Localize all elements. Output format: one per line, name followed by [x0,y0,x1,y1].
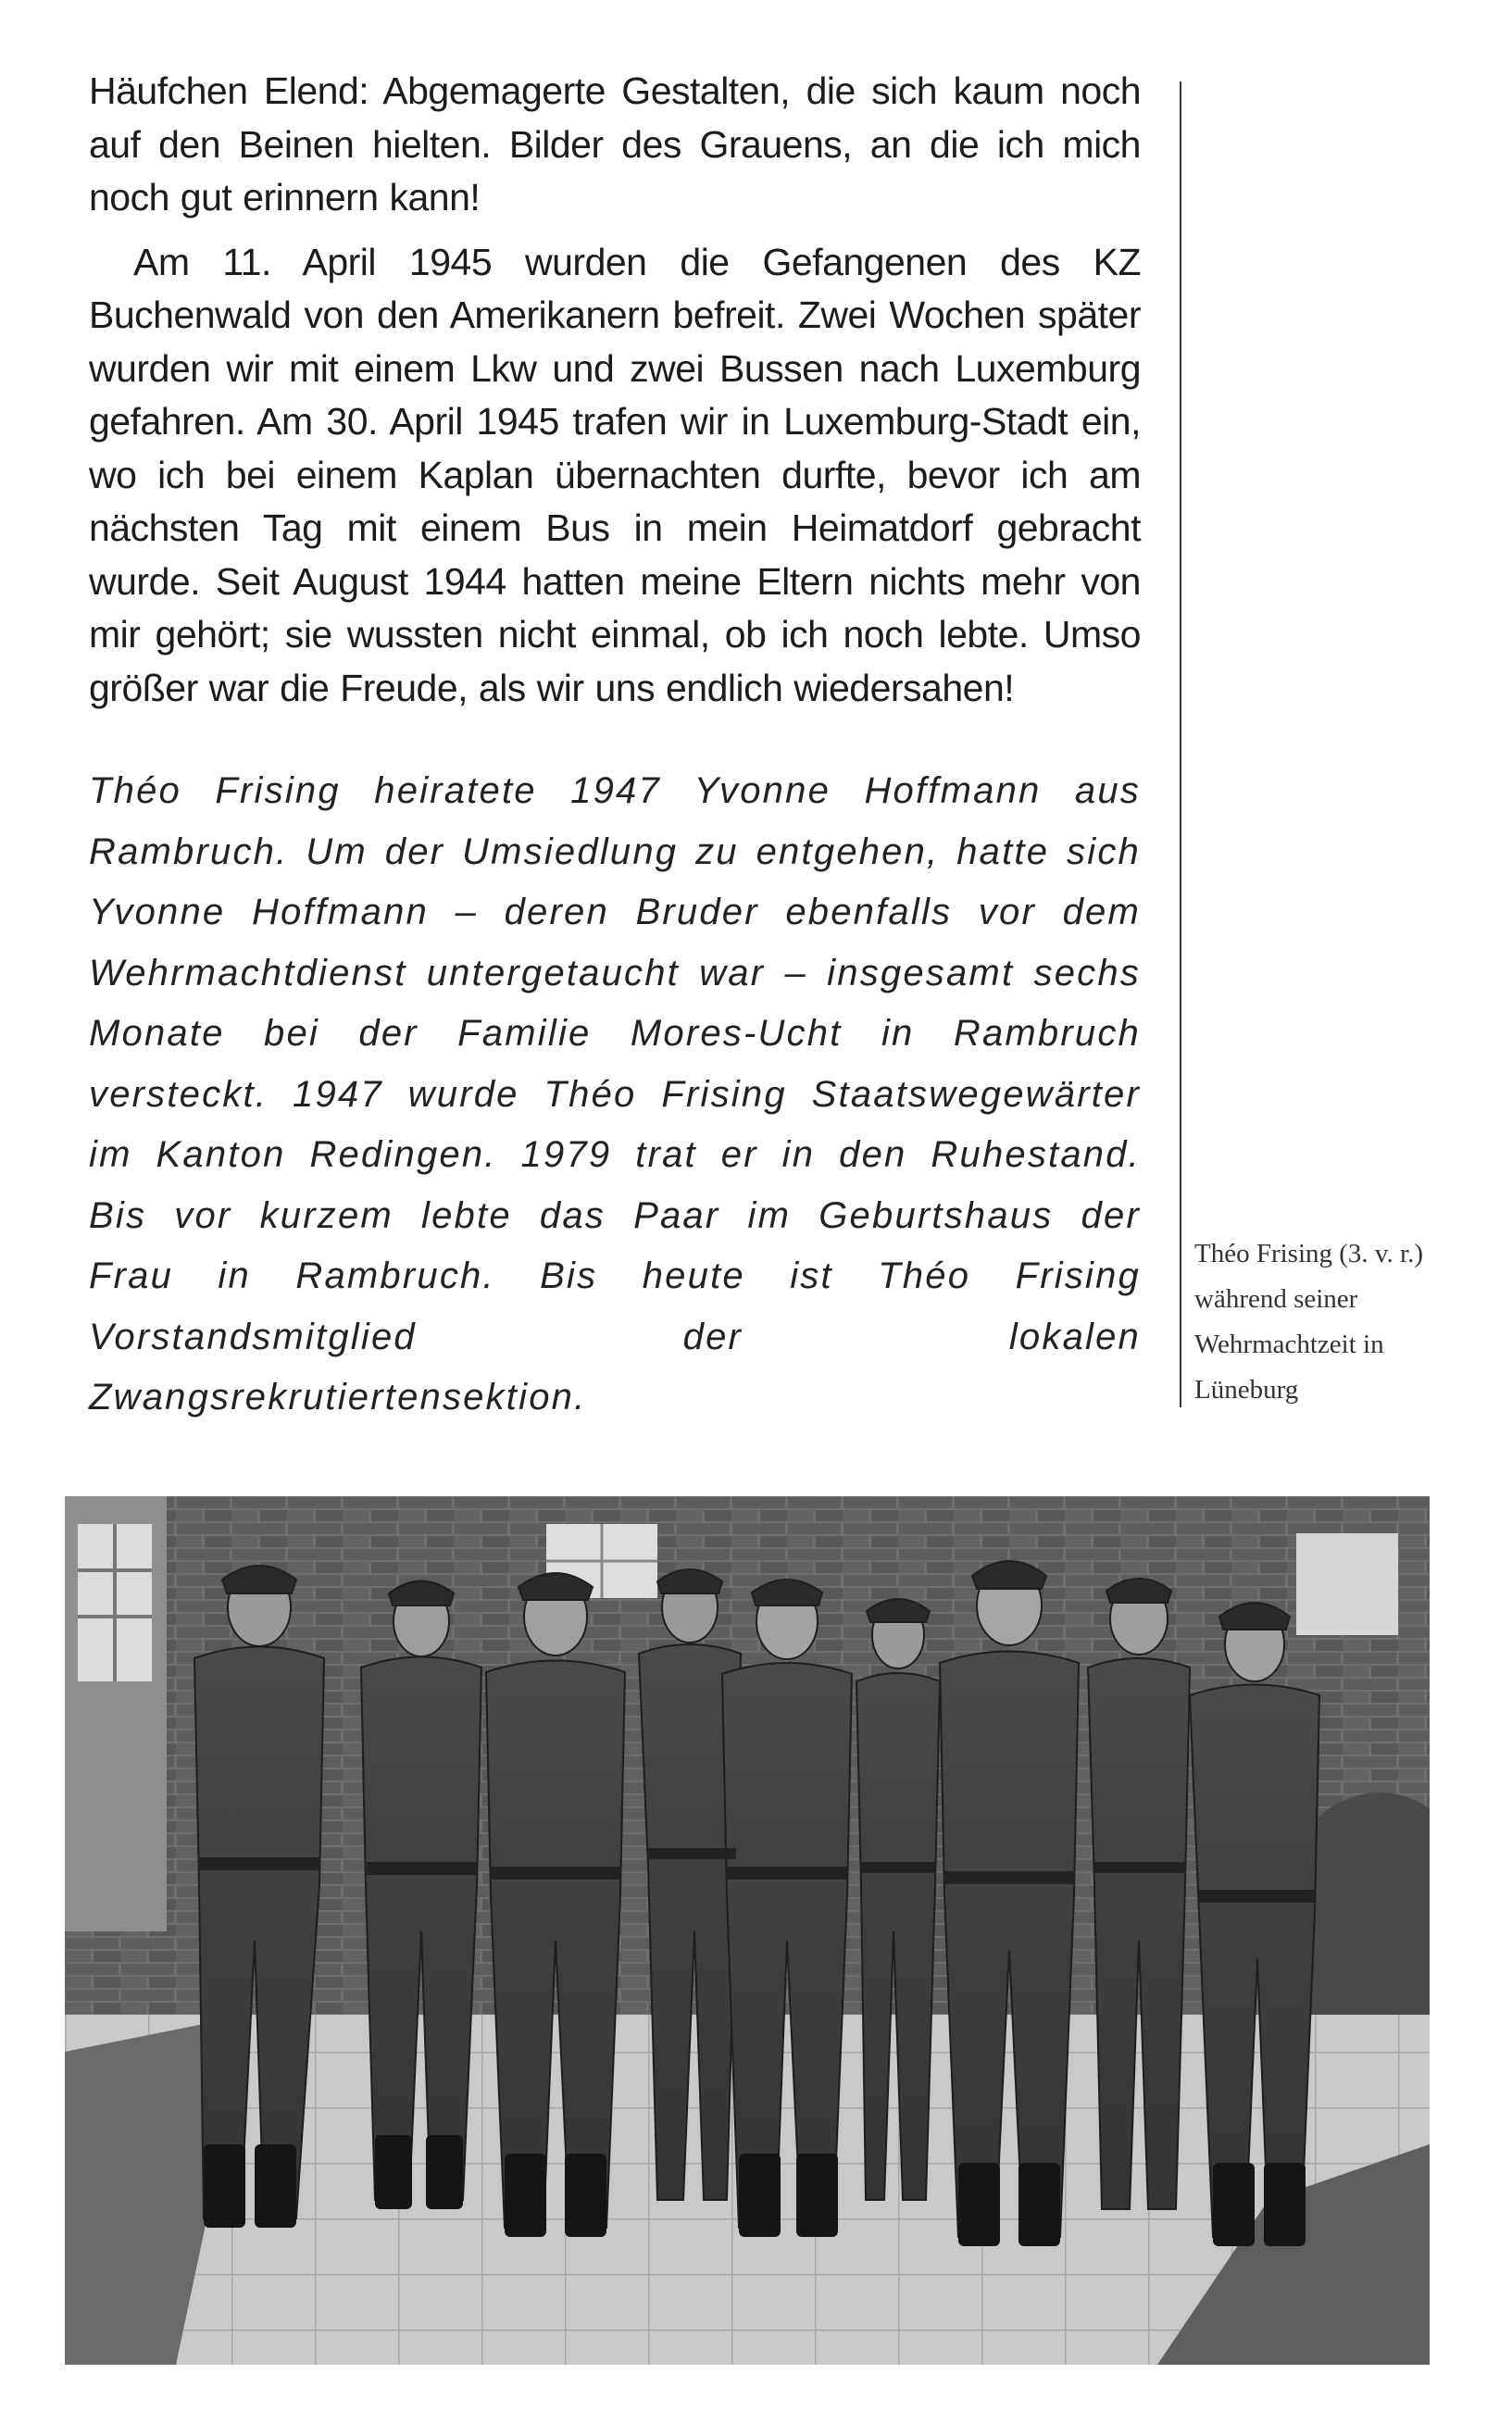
caption-line-4: Lüneburg [1194,1375,1299,1405]
group-photograph [65,1496,1430,2365]
editorial-paragraph: Théo Frising heiratete 1947 Yvonne Hoffmann aus Rambruch. Um der Umsiedlung zu entgehen, hatte sich Yvonne Hoffmann – deren Bruder ebenfalls vor dem Wehrmachtdienst untergetaucht war – insgesamt sechs Monate bei der Familie Mores-Ucht in Rambruch versteckt. 1947 wurde Théo Frising Staatswegewärter im Kanton Redingen. 1979 trat er in den Ruhestand. Bis vor kurzem lebte das Paar im Geburtshaus der Frau in Rambruch. Bis heute ist Théo Frising Vorstandsmitglied der lokalen Zwangsrekrutiertensektion. [89,770,1141,1418]
caption-line-2: während seiner [1194,1284,1358,1314]
paragraph-continuation: Häufchen Elend: Abgemagerte Gestalten, die sich kaum noch auf den Beinen hielten. Bilder des Grauens, an die ich mich noch gut erinnern kann! [89,69,1141,219]
caption-line-3: Wehrmachtzeit in [1194,1330,1384,1359]
column-divider [1180,81,1181,1407]
photo-caption [1194,1231,1500,1413]
editorial-note [89,761,1141,1429]
photo-illustration [65,1496,1430,2365]
main-text-column [89,65,1141,1429]
caption-line-1: Théo Frising (3. v. r.) [1194,1239,1424,1268]
paragraph-liberation: Am 11. April 1945 wurden die Gefangenen des KZ Buchenwald von den Amerikanern befreit. Zwei Wochen später wurden wir mit einem Lkw und zwei Bussen nach Luxemburg gefahren. Am 30. April 1945 trafen wir in Luxemburg-Stadt ein, wo ich bei einem Kaplan übernachten durfte, bevor ich am nächsten Tag mit einem Bus in mein Heimatdorf gebracht wurde. Seit August 1944 hatten meine Eltern nichts mehr von mir gehört; sie wussten nicht einmal, ob ich noch lebte. Umso größer war die Freude, als wir uns endlich wiedersahen! [89,240,1141,709]
body-text [89,65,1141,715]
